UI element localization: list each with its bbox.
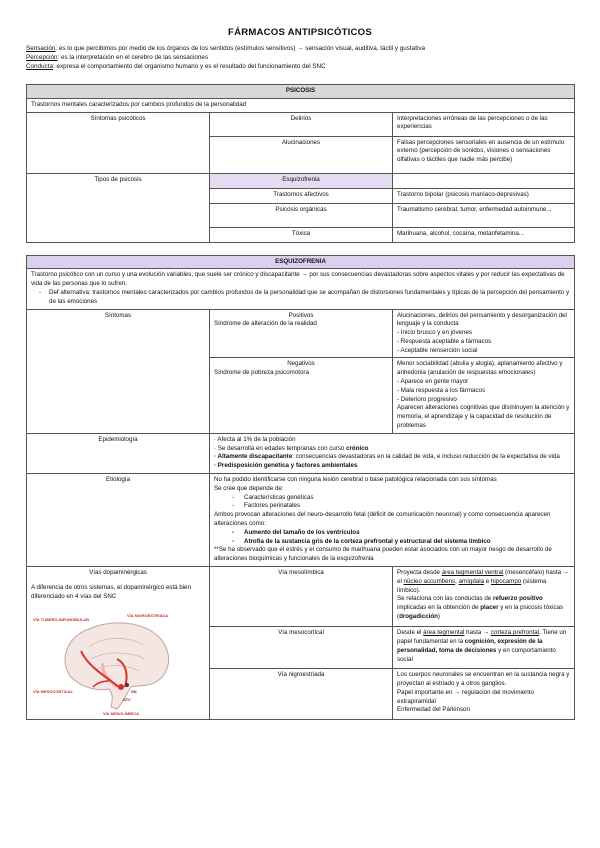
esquizofrenia-label: Esquizofrenia (210, 173, 393, 188)
label-sn: SN (131, 689, 137, 695)
positivos-subtitle: Síndrome de alteración de la realidad (214, 320, 317, 328)
negativos-cell (210, 358, 393, 433)
sintomas-label: Síntomas (27, 309, 210, 433)
positivos-item: - Aceptable reinserción social (397, 346, 478, 354)
positivos-desc-cell (393, 309, 575, 358)
esquizofrenia-empty (393, 173, 575, 188)
afectivos-label: Trastornos afectivos (210, 188, 393, 203)
label-mesolimbica: VÍA MESOLÍMBICA (103, 711, 140, 717)
negativos-title: Negativos (287, 360, 315, 368)
positivos-item: - Respuesta aceptable a fármacos (397, 337, 492, 345)
negativos-item: - Aparece en gente mayor (397, 378, 469, 386)
negativos-item: - Deterioro progresivo (397, 395, 457, 403)
mesocortical-text: Desde el área tegmental hasta → corteza prefrontal. Tiene un papel fundamental en la cognición, expresión de la personalidad, toma de decisiones y en comportamiento social (393, 627, 575, 669)
label-nigroestriada: VÍA NIGROESTRIADA (127, 613, 169, 619)
esquizofrenia-intro-cell (27, 269, 575, 309)
positivos-title: Positivos (288, 311, 314, 319)
mesolimbica-label: Vía mesolímbica (210, 567, 393, 627)
afectivos-text: Trastorno bipolar (psicosis maníaco-depresivas) (393, 188, 575, 203)
psicosis-header: PSICOSIS (27, 84, 575, 98)
mesolimbica-text: Proyecta desde área tegmental ventral (mesencéfalo) hasta → el núcleo accumbens, amígdala e hipocampo (sistema límbico). Se relaciona con las conductas de refuerzo positivo implicadas en la obtención de placer y en la psicosis tóxicas (drogadicción) (393, 567, 575, 627)
negativos-item: - Mala respuesta a los fármacos (397, 386, 486, 394)
epidemiologia-cell: · Afecta al 1% de la población · Se desarrolla en edades tempranas con curso crónico · Altamente discapacitante: consecuencias devastadoras en la calidad de vida, e incluso reducción de la expectativa de vida · Predisposición genética y factores ambientales (210, 433, 575, 473)
nigroestriada-label: Vía nigroestriada (210, 669, 393, 720)
negativos-desc: Menor sociabilidad (abulia y alogia), aplanamiento afectivo y anhedonia (anulación de respuestas emocionales) (397, 360, 563, 377)
vias-cell (27, 567, 210, 720)
sn-node (125, 683, 129, 687)
brain-diagram (31, 607, 181, 717)
definition-percepcion: Percepción: es la interpretación en el cerebro de las sensaciones (26, 54, 209, 62)
etiologia-cell: No ha podido identificarse con ninguna lesión cerebral o base patológica relacionada con sus síntomas Se cree que depende de: - Características genéticas - Factores perinatales Ambos provocan alteraciones del neuro-desarrollo fetal (déficit de comunicación neuronal) y como consecuencia aparecen alteraciones como: - Aumento del tamaño de los ventrículos - Atrofia de la sustancia gris de la corteza prefrontal y estructural del sistema límbico **Se ha observado que el estrés y el consumo de marihuana pueden estar asociados con un mayor riesgo de desarrollo de alteraciones bioquímicas y funcionales de la esquizofrenia (210, 474, 575, 567)
negativos-desc-cell (393, 358, 575, 433)
negativos-extra: Aparecen alteraciones cognitivas que disminuyen la atención y memoria, el aprendizaje y la capacidad de resolución de problemas (397, 404, 570, 430)
page-title: FÁRMACOS ANTIPSICÓTICOS (228, 27, 372, 38)
esquizofrenia-alt-def: - Def alternativa: trastornos mentales caracterizados por cambios profundos de la personalidad que se acompañan de distorsiones fundamentales y típicas de la percepción del pensamiento y de las emociones (49, 289, 570, 307)
esquizofrenia-intro: Trastorno psicótico con un curso y una evolución variables, que suele ser crónico y discapacitante → por sus consecuencias devastadoras sobre aspectos vitales y por reducir las expectativas de vida de las personas que lo sufren. (31, 271, 565, 288)
organicas-text: Traumatismo cerebral, tumor, enfermedad autoinmune... (393, 203, 575, 227)
alucinaciones-label: Alucinaciones (210, 136, 393, 173)
esquizofrenia-table (26, 255, 575, 721)
toxica-text: Marihuana, alcohol, cocaína, metanfetamina... (393, 227, 575, 242)
delirios-text: Interpretaciones erróneas de las percepciones o de las experiencias (393, 112, 575, 136)
definition-conducta: Conducta: expresa el comportamiento del organismo humano y es el resultado del funcionamiento del SNC (26, 63, 326, 71)
positivos-item: - Inicio brusco y en jóvenes (397, 329, 472, 337)
vta-node (118, 684, 124, 690)
label-atv: ATV (123, 697, 131, 703)
alucinaciones-text: Falsas percepciones sensoriales en ausencia de un estímulo externo (percepción de sonidos, visiones o sensaciones olfativas o táctiles que nadie más percibe) (393, 136, 575, 173)
sintomas-psicoticos-label: Síntomas psicóticos (27, 112, 210, 173)
definition-sensacion: Sensación: es lo que percibimos por medio de los órganos de los sentidos (estímulos sensitivos) → sensación visual, auditiva, táctil y gustativa (26, 44, 426, 52)
definitions (26, 44, 574, 72)
positivos-cell (210, 309, 393, 358)
psicosis-definition: Trastornos mentales caracterizados por cambios profundos de la personalidad (27, 98, 575, 112)
positivos-desc: Alucinaciones, delirios del pensamiento y desorganización del lenguaje y la conducta (397, 311, 567, 328)
delirios-label: Delirios (210, 112, 393, 136)
label-mesocortical: VÍA MESOCORTICAL (33, 689, 74, 695)
esquizofrenia-header: ESQUIZOFRENIA (27, 255, 575, 269)
vias-desc: A diferencia de otros sistemas, el dopaminérgico está bien diferenciado en 4 vías del SNC (31, 583, 191, 600)
toxica-label: Tóxica (210, 227, 393, 242)
psicosis-table (26, 84, 575, 243)
negativos-subtitle: Síndrome de pobreza psicomotora (214, 369, 309, 377)
tipos-psicosis-label: Tipos de psicosis (27, 173, 210, 242)
etiologia-label: Etiología (27, 474, 210, 567)
organicas-label: Psicosis orgánicas (210, 203, 393, 227)
vias-label: Vías dopaminérgicas (89, 569, 147, 577)
mesocortical-label: Vía mesocortical (210, 627, 393, 669)
epidemiologia-label: Epidemiología (27, 433, 210, 473)
nigroestriada-text: Los cuerpos neuronales se encuentran en la sustancia negra y proyectan al estriado y a otros ganglios. Papel importante en → regulación del movimiento extrapiramidal Enfermedad del Párkinson (393, 669, 575, 720)
label-tuberoinfundibular: VÍA TUBERO-INFUNDIBULAR (33, 617, 90, 623)
